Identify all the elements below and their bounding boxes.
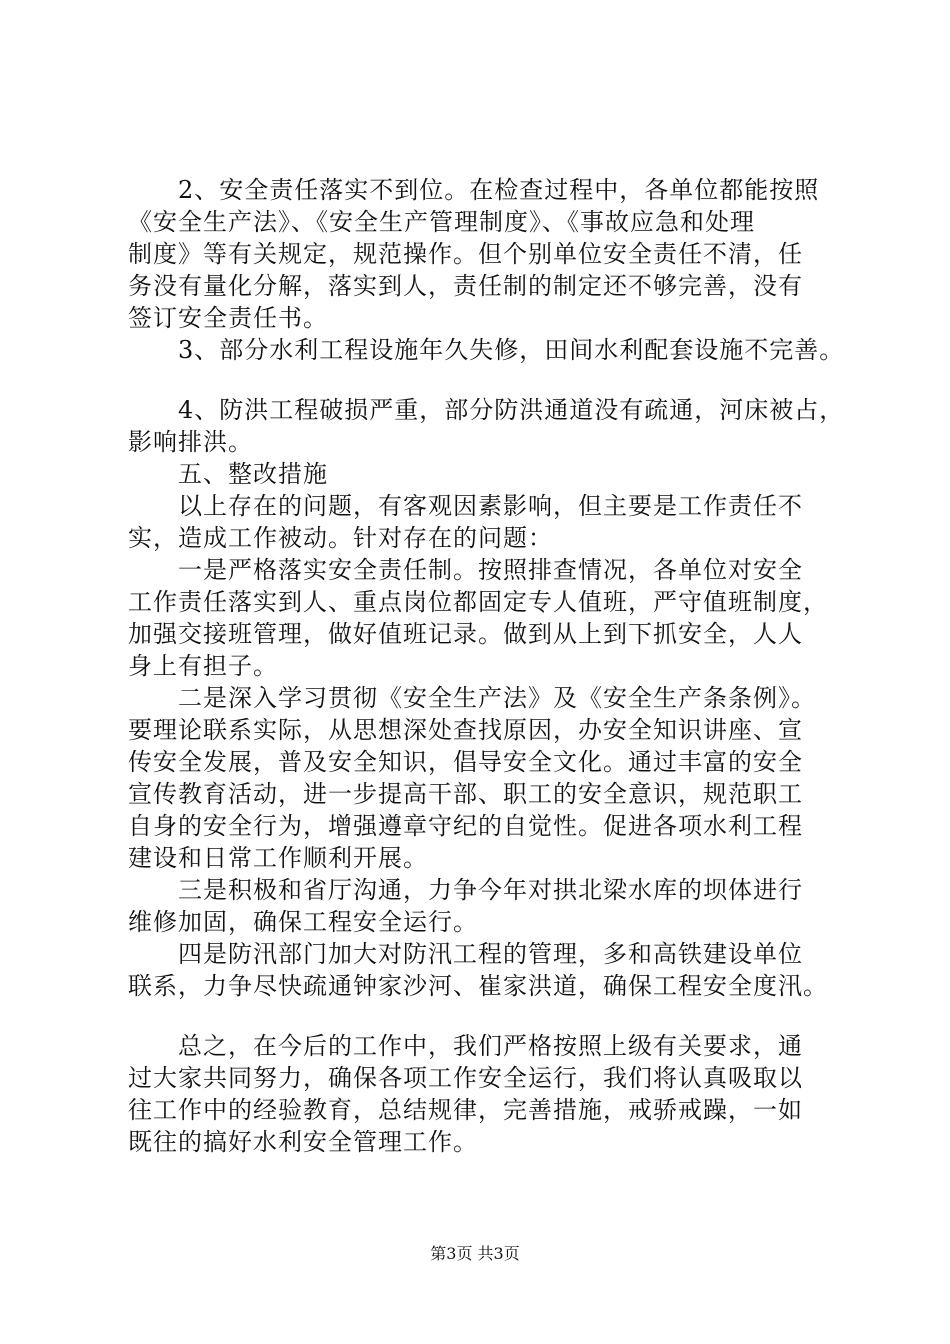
text-line: 影响排洪。 [128, 428, 253, 456]
text-line: 自身的安全行为，增强遵章守纪的自觉性。促进各项水利工程 [128, 812, 803, 840]
text-line: 3、部分水利工程设施年久失修，田间水利配套设施不完善。 [128, 336, 845, 364]
text-line: 签订安全责任书。 [128, 304, 328, 332]
text-line: 一是严格落实安全责任制。按照排查情况，各单位对安全 [128, 556, 803, 584]
text-line: 四是防汛部门加大对防汛工程的管理，多和高铁建设单位 [128, 940, 803, 968]
text-line: 过大家共同努力，确保各项工作安全运行，我们将认真吸取以 [128, 1064, 803, 1092]
text-line: 4、防洪工程破损严重，部分防洪通道没有疏通，河床被占， [128, 396, 845, 424]
text-line: 以上存在的问题，有客观因素影响，但主要是工作责任不 [128, 492, 803, 520]
text-line: 建设和日常工作顺利开展。 [128, 844, 428, 872]
text-line: 务没有量化分解，落实到人，责任制的制定还不够完善，没有 [128, 272, 803, 300]
text-line: 传安全发展，普及安全知识，倡导安全文化。通过丰富的安全 [128, 748, 803, 776]
text-line: 既往的搞好水利安全管理工作。 [128, 1128, 478, 1156]
text-line: 加强交接班管理，做好值班记录。做到从上到下抓安全，人人 [128, 620, 803, 648]
text-line: 《安全生产法》、《安全生产管理制度》、《事故应急和处理 [128, 208, 755, 236]
text-line: 身上有担子。 [128, 652, 278, 680]
text-line: 总之，在今后的工作中，我们严格按照上级有关要求，通 [128, 1032, 803, 1060]
text-line: 工作责任落实到人、重点岗位都固定专人值班，严守值班制度， [128, 588, 828, 616]
text-line: 三是积极和省厅沟通，力争今年对拱北梁水库的坝体进行 [128, 876, 803, 904]
text-line: 维修加固，确保工程安全运行。 [128, 908, 478, 936]
text-line: 实，造成工作被动。针对存在的问题： [128, 524, 553, 552]
section-heading: 五、整改措施 [128, 460, 328, 488]
text-line: 制度》等有关规定，规范操作。但个别单位安全责任不清，任 [128, 240, 803, 268]
text-line: 宣传教育活动，进一步提高干部、职工的安全意识，规范职工 [128, 780, 803, 808]
text-line: 要理论联系实际，从思想深处查找原因，办安全知识讲座、宣 [128, 716, 803, 744]
page-footer: 第3页 共3页 [430, 1244, 520, 1263]
text-line: 二是深入学习贯彻《安全生产法》及《安全生产条条例》。 [128, 684, 816, 712]
text-line: 往工作中的经验教育，总结规律，完善措施，戒骄戒躁，一如 [128, 1096, 803, 1124]
text-line: 联系，力争尽快疏通钟家沙河、崔家洪道，确保工程安全度汛。 [128, 972, 828, 1000]
text-line: 2、安全责任落实不到位。在检查过程中，各单位都能按照 [128, 176, 820, 204]
